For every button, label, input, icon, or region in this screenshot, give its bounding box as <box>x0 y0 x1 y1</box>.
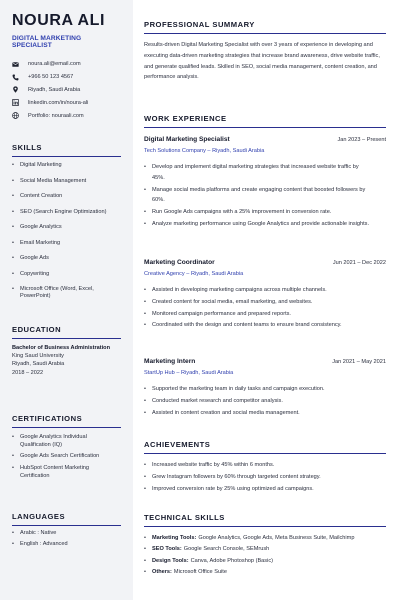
certifications-list <box>12 433 124 483</box>
list-item: • Analyze marketing performance using Google Analytics and provide actionable insights. <box>144 220 370 227</box>
job-company: Creative Agency – Riyadh, Saudi Arabia <box>144 271 244 277</box>
tech-value: Canva, Adobe Photoshop (Basic) <box>190 557 273 564</box>
list-item: • Google Analytics <box>12 224 62 230</box>
list-item: • Run Google Ads campaigns with a 25% improvement in conversion rate. <box>144 209 332 216</box>
list-item: • Others: Microsoft Office Suite <box>144 568 227 575</box>
list-item: • Email Marketing <box>12 239 61 246</box>
list-item: • Google Ads Search Certification <box>12 453 100 460</box>
list-item: • Conducted market research and competitor analysis. <box>144 397 283 404</box>
job-entry <box>144 358 386 419</box>
education-section <box>12 325 121 339</box>
list-item: • Design Tools: Canva, Adobe Photoshop (Basic) <box>144 557 273 564</box>
candidate-name: NOURA ALI <box>12 12 106 29</box>
tech-value: Microsoft Office Suite <box>173 568 227 575</box>
list-item: • Social Media Management <box>12 177 87 184</box>
job-company: Tech Solutions Company – Riyadh, Saudi Arabia <box>144 148 265 154</box>
list-item: • Increased website traffic by 45% within 6 months. <box>144 462 275 468</box>
list-item: • English : Advanced <box>12 541 68 548</box>
location-icon <box>12 86 19 93</box>
job-bullets <box>144 384 386 418</box>
technical-skills-divider <box>144 526 386 527</box>
list-item: • Manage social media platforms and create engaging content that boosted followers by 60%. <box>144 186 366 204</box>
achievements-divider <box>144 453 386 454</box>
education-location: Riyadh, Saudi Arabia <box>12 361 65 368</box>
list-item: • Develop and implement digital marketing strategies that increased website traffic by 45%. <box>144 164 359 181</box>
contact-linkedin-text: linkedin.com/in/noura-ali <box>28 99 89 106</box>
achievements-heading: ACHIEVEMENTS <box>144 440 211 449</box>
summary-text: Results-driven Digital Marketing Specialist with over 3 years of experience in developing and executing data-driven marketing strategies that increase brand awareness, drive website traffic, and generate qualified leads. Skilled in SEO, social media management, content creation, and performance analysis. <box>144 42 380 81</box>
skills-list <box>12 162 106 309</box>
technical-skills-section <box>144 513 386 578</box>
experience-section <box>144 114 386 128</box>
contact-list <box>12 58 121 122</box>
list-item: • HubSpot Content Marketing Certification <box>12 464 90 479</box>
experience-heading: WORK EXPERIENCE <box>144 114 227 123</box>
candidate-role: DIGITAL MARKETING SPECIALIST <box>12 35 82 49</box>
tech-value: Google Search Console, SEMrush <box>183 546 270 553</box>
skills-divider <box>12 156 121 157</box>
contact-portfolio[interactable] <box>12 109 121 122</box>
skills-heading: SKILLS <box>12 143 43 152</box>
job-bullets <box>144 285 386 331</box>
job-entry <box>144 136 386 231</box>
technical-skills-list <box>144 533 386 578</box>
tech-value: Google Analytics, Google Ads, Meta Business Suite, Mailchimp <box>198 535 355 541</box>
list-item: • SEO Tools: Google Search Console, SEMrush <box>144 546 270 553</box>
contact-location <box>12 84 121 97</box>
job-entry <box>144 259 386 332</box>
globe-icon <box>12 112 19 119</box>
contact-linkedin[interactable] <box>12 96 121 109</box>
list-item: • Google Analytics Individual Qualification (IQ) <box>12 434 87 449</box>
list-item: • Arabic : Native <box>12 530 57 536</box>
contact-phone[interactable] <box>12 71 121 84</box>
list-item: • Assisted in developing marketing campaigns across multiple channels. <box>144 287 327 293</box>
list-item: • Content Creation <box>12 193 63 199</box>
education-entry <box>12 344 122 377</box>
contact-location-text: Riyadh, Saudi Arabia <box>28 86 81 93</box>
job-bullets <box>144 162 386 230</box>
list-item: • Digital Marketing <box>12 162 62 168</box>
job-date: Jan 2023 – Present <box>337 137 386 143</box>
languages-list <box>12 529 68 551</box>
job-date: Jun 2021 – Dec 2022 <box>332 260 386 266</box>
tech-label: Others: <box>152 568 172 575</box>
tech-label: SEO Tools: <box>152 546 182 553</box>
contact-portfolio-text: Portfolio: nouraali.com <box>28 112 84 119</box>
list-item: • Assisted in content creation and social media management. <box>144 409 300 416</box>
list-item: • Monitored campaign performance and prepared reports. <box>144 310 291 317</box>
list-item: • Microsoft Office (Word, Excel, PowerPoint) <box>12 286 94 300</box>
certifications-divider <box>12 427 121 428</box>
job-title: Marketing Coordinator <box>144 259 215 266</box>
skills-section <box>12 143 121 157</box>
list-item: • Improved conversion rate by 25% using optimized ad campaigns. <box>144 485 314 492</box>
education-school: King Saud University <box>12 353 64 360</box>
list-item: • Supported the marketing team in daily tasks and campaign execution. <box>144 386 325 392</box>
list-item: • Coordinated with the design and content teams to ensure brand consistency. <box>144 322 342 329</box>
experience-divider <box>144 127 386 128</box>
list-item: • Grew Instagram followers by 60% through targeted content strategy. <box>144 473 321 480</box>
summary-section <box>144 20 386 83</box>
summary-divider <box>144 33 386 34</box>
list-item: • Marketing Tools: Google Analytics, Google Ads, Meta Business Suite, Mailchimp <box>144 535 355 541</box>
linkedin-icon <box>12 99 19 106</box>
tech-label: Design Tools: <box>152 557 189 564</box>
list-item: • Google Ads <box>12 255 49 261</box>
summary-heading: PROFESSIONAL SUMMARY <box>144 20 255 29</box>
mail-icon <box>12 61 19 68</box>
contact-email[interactable] <box>12 58 121 71</box>
languages-section <box>12 512 121 526</box>
contact-email-text: noura.ali@email.com <box>28 61 81 68</box>
contact-phone-text: +966 50 123 4567 <box>28 74 74 81</box>
certifications-section <box>12 414 121 428</box>
job-date: Jan 2021 – May 2021 <box>332 359 386 365</box>
job-company: StartUp Hub – Riyadh, Saudi Arabia <box>144 370 234 376</box>
achievements-section <box>144 440 386 495</box>
job-title: Marketing Intern <box>144 358 196 365</box>
phone-icon <box>12 74 19 81</box>
languages-heading: LANGUAGES <box>12 512 66 521</box>
list-item: • Copywriting <box>12 270 50 277</box>
languages-divider <box>12 525 121 526</box>
education-divider <box>12 338 121 339</box>
certifications-heading: CERTIFICATIONS <box>12 414 83 423</box>
achievements-list <box>144 460 386 494</box>
education-degree: Bachelor of Business Administration <box>12 345 111 351</box>
education-years: 2018 – 2022 <box>12 369 44 376</box>
technical-skills-heading: TECHNICAL SKILLS <box>144 513 225 522</box>
tech-label: Marketing Tools: <box>152 535 197 541</box>
education-heading: EDUCATION <box>12 325 62 334</box>
list-item: • Created content for social media, email marketing, and websites. <box>144 298 313 305</box>
job-title: Digital Marketing Specialist <box>144 136 230 143</box>
list-item: • SEO (Search Engine Optimization) <box>12 208 107 215</box>
main-content <box>144 0 390 600</box>
